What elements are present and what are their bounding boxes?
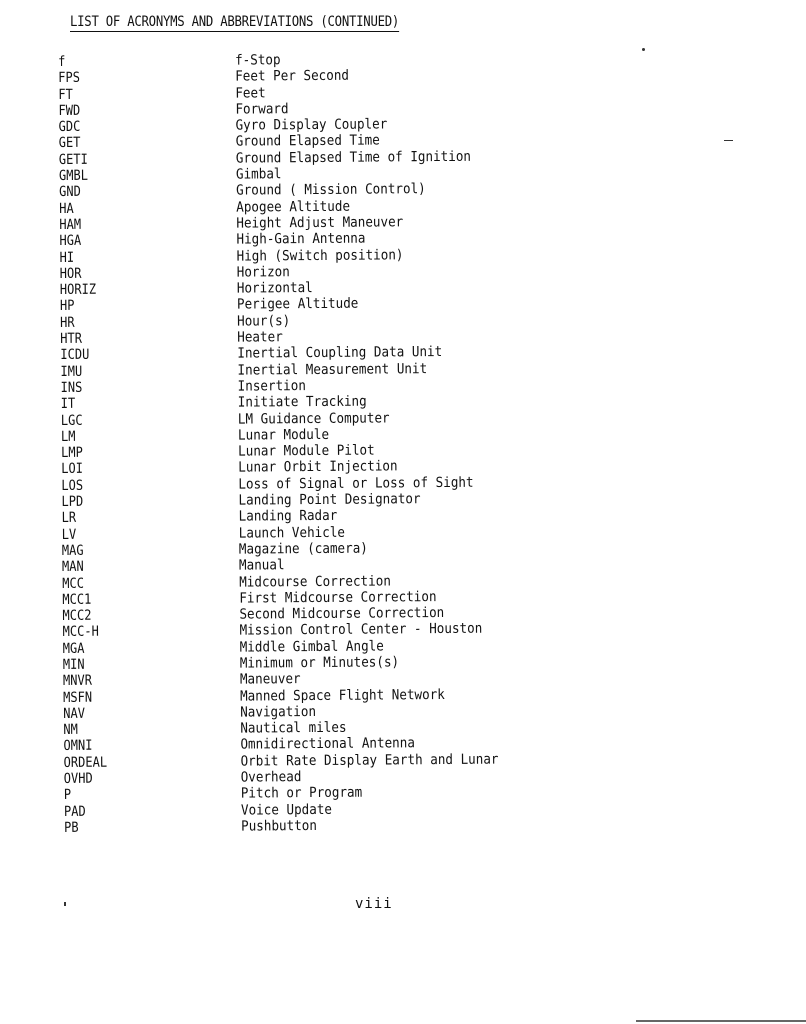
acronym-term: HTR — [60, 330, 83, 348]
acronym-definition: Heater — [237, 329, 283, 346]
acronym-definition: Horizontal — [236, 280, 313, 297]
acronym-term: MCC1 — [62, 591, 92, 608]
acronym-definition: Pushbutton — [241, 817, 318, 835]
acronym-term: FPS — [58, 70, 81, 87]
acronym-term: GND — [59, 184, 81, 201]
acronym-term: MNVR — [62, 673, 92, 690]
acronym-term: HI — [59, 249, 75, 266]
acronym-definition: Manned Space Flight Network — [239, 686, 445, 705]
acronym-definition: f-Stop — [234, 52, 281, 69]
acronym-definition: Apogee Altitude — [236, 198, 351, 216]
acronym-definition: Feet Per Second — [235, 68, 350, 85]
acronym-term: OVHD — [63, 770, 93, 788]
acronym-definition: Initiate Tracking — [237, 393, 367, 411]
acronym-term: HR — [60, 314, 75, 331]
acronym-definition: Landing Radar — [238, 508, 338, 525]
acronym-row — [64, 816, 604, 837]
acronym-definition: Mission Control Center - Houston — [239, 621, 483, 639]
acronym-term: HP — [59, 298, 75, 315]
acronym-term: HA — [59, 200, 74, 217]
acronym-term: ORDEAL — [63, 754, 108, 771]
acronym-term: HAM — [59, 216, 82, 233]
acronym-definition: Orbit Rate Display Earth and Lunar — [240, 751, 499, 770]
acronym-term: INS — [60, 379, 83, 396]
acronym-term: FWD — [58, 102, 81, 119]
acronym-definition: Midcourse Correction — [239, 572, 391, 591]
scan-speck — [642, 48, 645, 51]
acronym-term: NAV — [63, 705, 86, 722]
acronym-definition: Gyro Display Coupler — [235, 116, 388, 134]
acronym-term: MAG — [61, 542, 84, 559]
acronym-definition: Inertial Coupling Data Unit — [237, 344, 443, 362]
acronym-definition: Lunar Orbit Injection — [238, 458, 398, 477]
acronym-term: LV — [61, 526, 77, 543]
acronym-definition: Voice Update — [240, 801, 333, 819]
acronym-definition: Ground Elapsed Time of Ignition — [235, 148, 472, 167]
acronym-definition: Maneuver — [239, 671, 301, 688]
acronym-list — [58, 50, 604, 836]
acronym-term: LOS — [61, 477, 84, 494]
acronym-term: FT — [58, 86, 73, 103]
acronym-term: P — [63, 787, 72, 804]
acronym-definition: Navigation — [240, 703, 317, 721]
acronym-term: MAN — [61, 559, 84, 576]
acronym-term: PAD — [63, 803, 86, 820]
acronym-definition: Overhead — [240, 769, 302, 786]
acronym-term: MIN — [62, 656, 85, 673]
acronym-term: LMP — [61, 444, 83, 462]
acronym-definition: Launch Vehicle — [238, 524, 346, 542]
acronym-term: IT — [60, 396, 76, 413]
acronym-definition: Second Midcourse Correction — [239, 605, 445, 623]
acronym-definition: First Midcourse Correction — [239, 588, 437, 607]
scan-speck — [724, 140, 733, 141]
acronym-term: ICDU — [60, 347, 90, 364]
acronym-term: LGC — [60, 412, 83, 429]
acronym-definition: Loss of Signal or Loss of Sight — [238, 474, 474, 493]
acronym-definition: Ground ( Mission Control) — [236, 181, 426, 199]
acronym-term: HORIZ — [59, 281, 97, 299]
acronym-term: OMNI — [63, 738, 93, 755]
acronym-term: IMU — [60, 363, 83, 380]
acronym-definition: Nautical miles — [240, 719, 347, 737]
acronym-term: NM — [63, 722, 78, 739]
acronym-definition: High-Gain Antenna — [236, 230, 366, 248]
acronym-definition: LM Guidance Computer — [237, 409, 390, 428]
acronym-definition: Pitch or Program — [240, 784, 363, 802]
acronym-definition: Horizon — [236, 264, 290, 281]
acronym-term: GMBL — [58, 167, 89, 185]
acronym-term: LM — [60, 428, 76, 445]
acronym-term: MCC2 — [62, 607, 92, 625]
acronym-definition: Minimum or Minutes(s) — [239, 654, 400, 672]
acronym-definition: Magazine (camera) — [238, 540, 368, 558]
acronym-definition: Hour(s) — [237, 312, 291, 330]
acronym-definition: Insertion — [237, 378, 306, 395]
acronym-term: PB — [64, 819, 79, 836]
acronym-term: GET — [58, 135, 81, 152]
acronym-definition: Feet — [235, 84, 266, 102]
acronym-term: MSFN — [62, 689, 93, 706]
acronym-term: GETI — [58, 151, 88, 168]
acronym-term: HGA — [59, 233, 82, 250]
acronym-definition: Height Adjust Maneuver — [236, 214, 404, 232]
acronym-definition: Omnidirectional Antenna — [240, 735, 415, 754]
acronym-definition: Ground Elapsed Time — [235, 132, 380, 151]
acronym-definition: Middle Gimbal Angle — [239, 638, 384, 656]
page-title: LIST OF ACRONYMS AND ABBREVIATIONS (CONTINUED) — [70, 14, 400, 30]
page-number: viii — [355, 896, 393, 912]
acronym-term: HOR — [59, 265, 82, 282]
acronym-term: LOI — [61, 461, 84, 478]
acronym-definition: Lunar Module Pilot — [238, 442, 375, 460]
scan-speck — [64, 902, 66, 906]
acronym-definition: Lunar Module — [237, 426, 330, 444]
acronym-definition: Landing Point Designator — [238, 491, 421, 509]
scan-edge-line — [636, 1020, 806, 1022]
acronym-definition: Forward — [235, 101, 289, 118]
acronym-term: MCC-H — [62, 624, 99, 641]
acronym-definition: Gimbal — [235, 166, 282, 183]
acronym-definition: Inertial Measurement Unit — [237, 360, 428, 379]
acronym-term: MCC — [62, 575, 84, 592]
acronym-definition: High (Switch position) — [236, 246, 404, 265]
acronym-term: LR — [61, 510, 77, 527]
acronym-term: GDC — [58, 119, 81, 136]
acronym-definition: Perigee Altitude — [236, 296, 359, 314]
acronym-term: f — [58, 53, 66, 70]
acronym-definition: Manual — [238, 557, 285, 574]
acronym-term: MGA — [62, 640, 85, 657]
acronym-term: LPD — [61, 493, 84, 511]
